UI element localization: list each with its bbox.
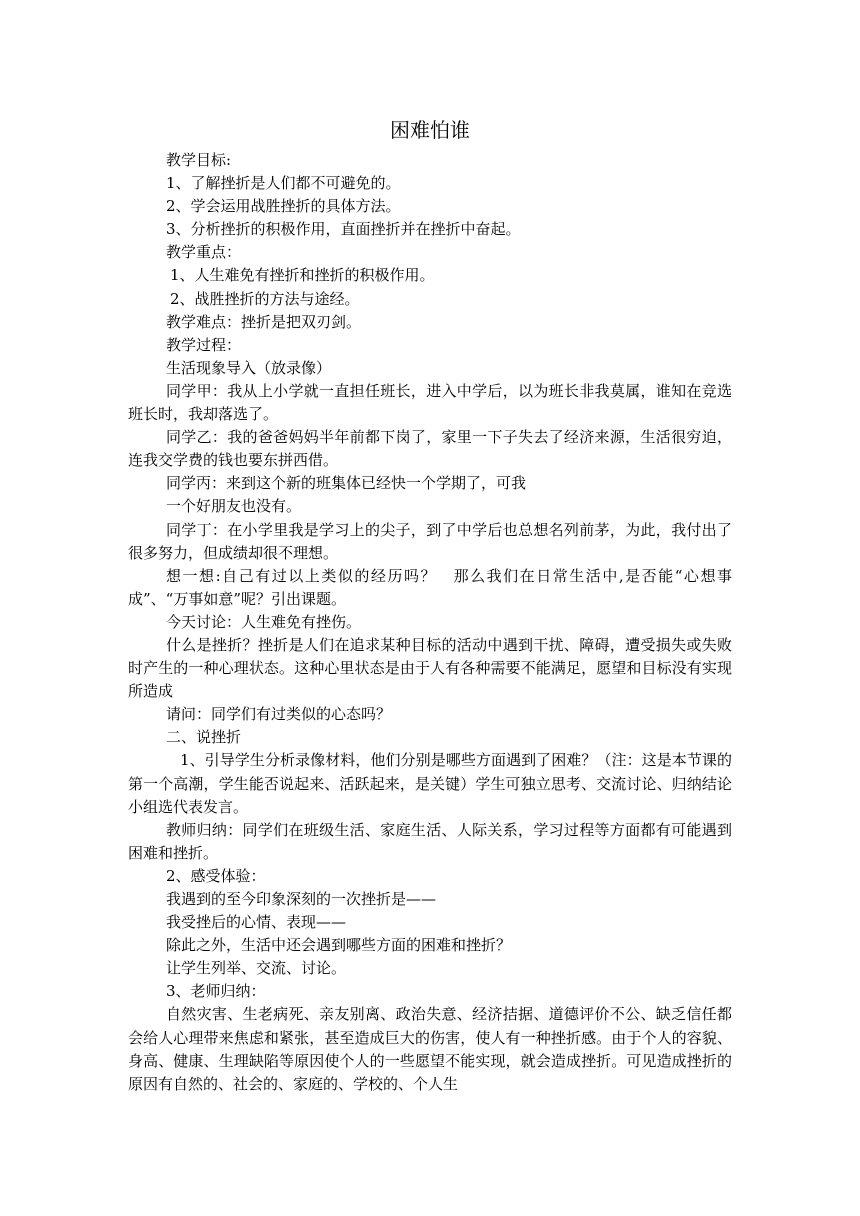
paragraph: 我遇到的至今印象深刻的一次挫折是—— [166, 890, 437, 908]
paragraph: 3、老师归纳： [166, 982, 266, 1001]
paragraph: 2、感受体验： [166, 866, 266, 885]
paragraph: 3、分析挫折的积极作用，直面挫折并在挫折中奋起。 [166, 220, 521, 239]
paragraph: 除此之外，生活中还会遇到哪些方面的困难和挫折？ [166, 936, 512, 955]
paragraph: 想一想:自己有过以上类似的经历吗？ 那么我们在日常生活中,是否能“心想事成”、“万事如意”呢？引出课题。 [128, 566, 732, 608]
document-title: 困难怕谁 [390, 118, 470, 142]
paragraph: 同学乙：我的爸爸妈妈半年前都下岗了，家里一下子失去了经济来源，生活很穷迫，连我交学费的钱也要东拼西借。 [128, 428, 732, 470]
paragraph: 什么是挫折？挫折是人们在追求某种目标的活动中遇到干扰、障碍，遭受损失或失败时产生的一种心理状态。这种心里状态是由于人有各种需要不能满足，愿望和目标没有实现所造成 [128, 635, 732, 701]
paragraph: 同学丙：来到这个新的班集体已经快一个学期了，可我 [166, 474, 527, 493]
paragraph: 我受挫后的心情、表现—— [166, 913, 347, 932]
paragraph: 教学目标: [166, 151, 232, 169]
paragraph: 教学难点：挫折是把双刃剑。 [166, 312, 362, 331]
paragraph: 一个好朋友也没有。 [166, 497, 302, 516]
paragraph: 今天讨论：人生难免有挫伤。 [166, 612, 362, 631]
paragraph: 教学过程： [166, 335, 242, 354]
paragraph: 自然灾害、生老病死、亲友别离、政治失意、经济拮据、道德评价不公、缺乏信任都会给人心理带来焦虑和紧张，甚至造成巨大的伤害，使人有一种挫折感。由于个人的容貌、身高、健康、生理缺陷等原因使个人的一些愿望不能实现，就会造成挫折。可见造成挫折的原因有自然的、社会的、家庭的、学校的、个人生 [128, 1005, 732, 1093]
paragraph: 1、引导学生分析录像材料，他们分别是哪些方面遇到了困难？（注：这是本节课的第一个高潮，学生能否说起来、活跃起来，是关键）学生可独立思考、交流讨论、归纳结论小组选代表发言。 [128, 751, 732, 816]
paragraph: 同学甲：我从上小学就一直担任班长，进入中学后，以为班长非我莫属，谁知在竞选班长时，我却落选了。 [128, 381, 732, 424]
paragraph: 二、说挫折 [166, 728, 242, 747]
paragraph: 生活现象导入（放录像） [166, 358, 332, 377]
paragraph: 教师归纳：同学们在班级生活、家庭生活、人际关系，学习过程等方面都有可能遇到困难和挫折。 [128, 820, 732, 862]
paragraph: 请问：同学们有过类似的心态吗？ [166, 705, 392, 724]
document-body [128, 149, 732, 1096]
paragraph: 2、战胜挫折的方法与途经。 [170, 289, 360, 308]
paragraph: 1、了解挫折是人们都不可避免的。 [166, 174, 401, 193]
paragraph: 教学重点： [166, 243, 242, 262]
paragraph: 1、人生难免有挫折和挫折的积极作用。 [170, 266, 435, 285]
paragraph: 2、学会运用战胜挫折的具体方法。 [166, 197, 401, 216]
paragraph: 让学生列举、交流、讨论。 [166, 959, 347, 978]
paragraph: 同学丁：在小学里我是学习上的尖子，到了中学后也总想名列前茅，为此，我付出了很多努力，但成绩却很不理想。 [128, 520, 732, 562]
